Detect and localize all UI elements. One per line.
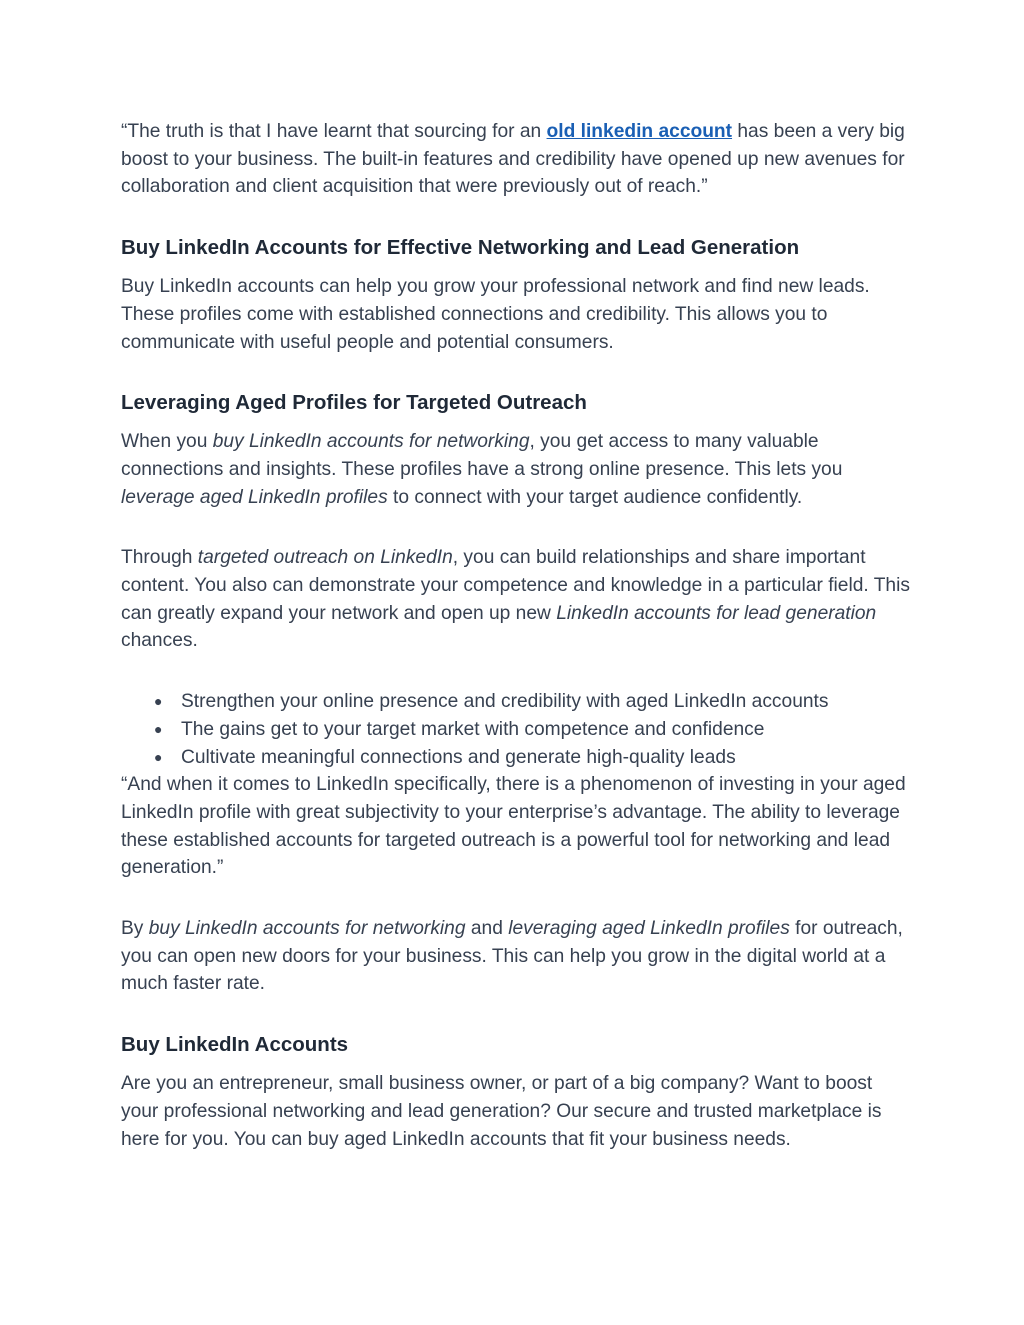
text-run: , you can build relationships and share important content. You also can demonstrate your competence and knowledge in a particular field. This can greatly expand your network and open up new [121, 547, 910, 624]
list-item [121, 716, 911, 744]
text-run: When you [121, 431, 213, 453]
benefits-list [121, 688, 911, 771]
text-run: to connect with your target audience confidently. [387, 486, 803, 508]
emphasis-run: LinkedIn accounts for lead generation [556, 602, 877, 624]
section-body-networking: Buy LinkedIn accounts can help you grow your professional network and find new leads. These profiles come with established connections and credibility. This allows you to communicate with useful people and potential consumers. [121, 276, 870, 353]
text-run: , you get access to many valuable connections and insights. These profiles have a strong online presence. This lets you [121, 431, 843, 480]
emphasis-run: buy LinkedIn accounts for networking [148, 918, 466, 940]
paragraph-open-new-doors [121, 915, 911, 998]
paragraph-networking-access [121, 428, 911, 511]
text-run: for outreach, you can open new doors for your business. This can help you grow in the digital world at a much faster rate. [121, 918, 903, 995]
bullet-icon: ● [154, 693, 163, 710]
list-item-text: Cultivate meaningful connections and generate high-quality leads [181, 746, 736, 768]
emphasis-run: buy LinkedIn accounts for networking [212, 431, 530, 453]
section-heading-networking: Buy LinkedIn Accounts for Effective Networking and Lead Generation [121, 236, 800, 260]
second-quote: “And when it comes to LinkedIn specifically, there is a phenomenon of investing in your aged LinkedIn profile with great subjectivity to your enterprise’s advantage. The ability to leverage these established accounts for targeted outreach is a powerful tool for networking and lead generation.” [121, 774, 906, 879]
section-body-buy-accounts: Are you an entrepreneur, small business owner, or part of a big company? Want to boost your professional networking and lead generation? Our secure and trusted marketplace is here for you. You can buy aged LinkedIn accounts that fit your business needs. [121, 1073, 882, 1150]
quote-text-after: has been a very big boost to your business. The built-in features and credibility have opened up new avenues for collaboration and client acquisition that were previously out of reach.” [121, 121, 905, 198]
emphasis-run: leverage aged LinkedIn profiles [121, 486, 388, 508]
document-page [121, 118, 911, 1153]
paragraph-targeted-outreach [121, 544, 911, 655]
emphasis-run: leveraging aged LinkedIn profiles [508, 918, 790, 940]
section-heading-aged-profiles: Leveraging Aged Profiles for Targeted Outreach [121, 391, 587, 415]
old-linkedin-account-link[interactable]: old linkedin account [546, 121, 733, 142]
text-run: chances. [121, 630, 198, 652]
text-run: and [465, 918, 509, 940]
list-item [121, 688, 911, 716]
section-heading-buy-accounts: Buy LinkedIn Accounts [121, 1033, 349, 1057]
bullet-icon: ● [154, 748, 163, 765]
text-run: Through [121, 547, 198, 569]
bullet-icon: ● [154, 720, 163, 737]
text-run: By [121, 918, 149, 940]
list-item-text: The gains get to your target market with competence and confidence [181, 718, 765, 740]
list-item [121, 744, 911, 772]
opening-quote [121, 118, 911, 201]
quote-text-before: “The truth is that I have learnt that sourcing for an [121, 121, 547, 142]
emphasis-run: targeted outreach on LinkedIn [197, 547, 453, 569]
list-item-text: Strengthen your online presence and credibility with aged LinkedIn accounts [181, 691, 829, 713]
